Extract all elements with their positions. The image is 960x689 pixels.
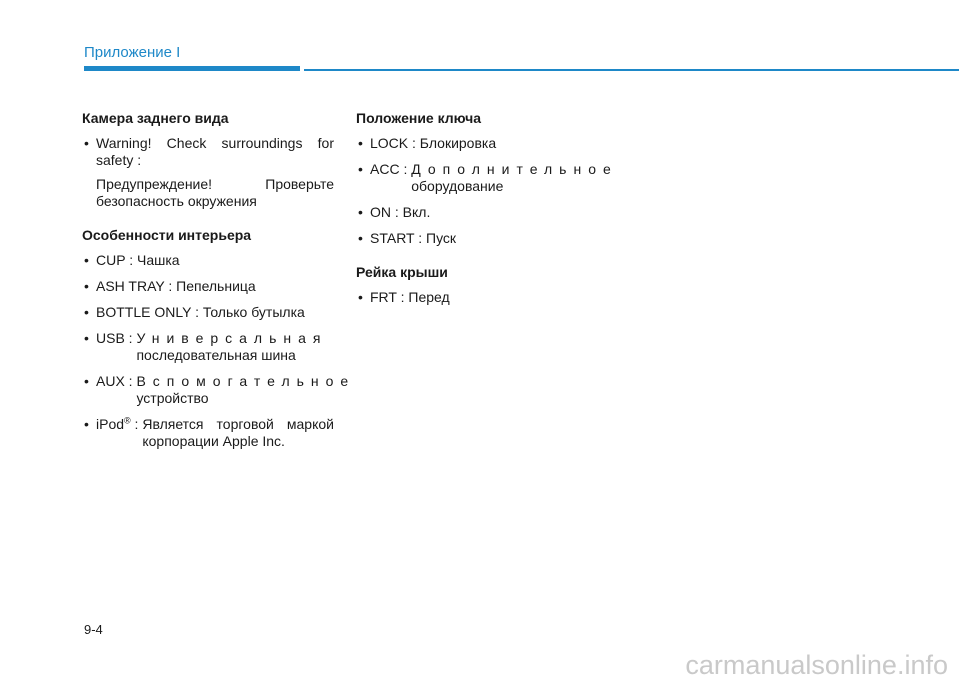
item-row: ACC : Дополнительное оборудование — [370, 161, 618, 194]
watermark: carmanualsonline.info — [685, 650, 948, 680]
bullet-icon: • — [84, 135, 89, 151]
item-label: ASH TRAY — [96, 278, 165, 294]
item-value: Перед — [408, 289, 450, 305]
item-value: Является торговой маркой корпорации Apple Inc. — [142, 416, 334, 449]
section-heading: Особенности интерьера — [82, 227, 252, 243]
list-item: • FRT : Перед — [358, 289, 450, 305]
list-item: • ASH TRAY : Пепельница — [84, 278, 256, 294]
item-label: iPod® — [96, 415, 131, 432]
roof-rack-section — [356, 264, 616, 306]
rear-camera-section — [82, 110, 334, 210]
header-rule — [304, 69, 959, 71]
item-label: ON — [370, 204, 391, 220]
list-item: • ON : Вкл. — [358, 204, 431, 220]
page-number: 9-4 — [84, 622, 103, 637]
item-value: Только бутылка — [202, 304, 305, 320]
item-label: START — [370, 230, 415, 246]
section-heading: Рейка крыши — [356, 264, 448, 280]
bullet-list — [356, 289, 616, 306]
bullet-icon: • — [84, 416, 89, 432]
item-value: Вкл. — [402, 204, 431, 220]
bullet-icon: • — [358, 230, 363, 246]
item-row: iPod® : Является торговой маркой корпорации Apple Inc. — [96, 415, 334, 449]
list-item — [82, 330, 334, 364]
bullet-icon: • — [358, 289, 363, 305]
bullet-icon: • — [84, 252, 89, 268]
list-item: • CUP : Чашка — [84, 252, 180, 268]
section-heading: Положение ключа — [356, 110, 482, 126]
bullet-icon: • — [358, 204, 363, 220]
translation-note: Предупреждение! Проверьте безопасность окружения — [96, 176, 334, 209]
item-label: AUX — [96, 373, 125, 389]
list-item — [82, 135, 334, 169]
item-value: Универсальная последовательная шина — [136, 330, 328, 363]
right-column — [356, 110, 616, 323]
bullet-list — [82, 135, 334, 169]
item-label: BOTTLE ONLY — [96, 304, 192, 320]
list-item: • START : Пуск — [358, 230, 457, 246]
bullet-icon: • — [84, 373, 89, 389]
bullet-icon: • — [84, 278, 89, 294]
item-text: Warning! Check surroundings for safety : — [96, 135, 334, 168]
item-label: USB — [96, 330, 125, 346]
list-item — [82, 416, 334, 450]
item-value: Блокировка — [419, 135, 497, 151]
section-heading: Камера заднего вида — [82, 110, 229, 126]
bullet-icon: • — [84, 304, 89, 320]
item-label: LOCK — [370, 135, 409, 151]
list-item: • LOCK : Блокировка — [358, 135, 497, 151]
list-item — [356, 161, 616, 195]
list-item — [82, 373, 356, 407]
bullet-icon: • — [358, 135, 363, 151]
interior-features-section — [82, 227, 356, 450]
list-item: • BOTTLE ONLY : Только бутылка — [84, 304, 305, 320]
bullet-list — [356, 135, 616, 247]
key-position-section — [356, 110, 616, 247]
item-value: Вспомогательное устройство — [136, 373, 356, 406]
item-label: ACC — [370, 161, 400, 177]
header-accent-bar — [84, 66, 300, 71]
bullet-icon: • — [358, 161, 363, 177]
item-value: Чашка — [136, 252, 180, 268]
item-value: Пуск — [426, 230, 457, 246]
item-row: AUX : Вспомогательное устройство — [96, 373, 356, 406]
item-value: Пепельница — [176, 278, 256, 294]
bullet-list — [82, 252, 356, 450]
item-label: CUP — [96, 252, 126, 268]
item-row: USB : Универсальная последовательная шина — [96, 330, 334, 364]
item-value: Дополнительное оборудование — [411, 161, 618, 194]
bullet-icon: • — [84, 330, 89, 346]
left-column — [82, 110, 356, 467]
item-label: FRT — [370, 289, 397, 305]
section-title: Приложение I — [84, 44, 181, 61]
registered-mark: ® — [124, 415, 131, 426]
